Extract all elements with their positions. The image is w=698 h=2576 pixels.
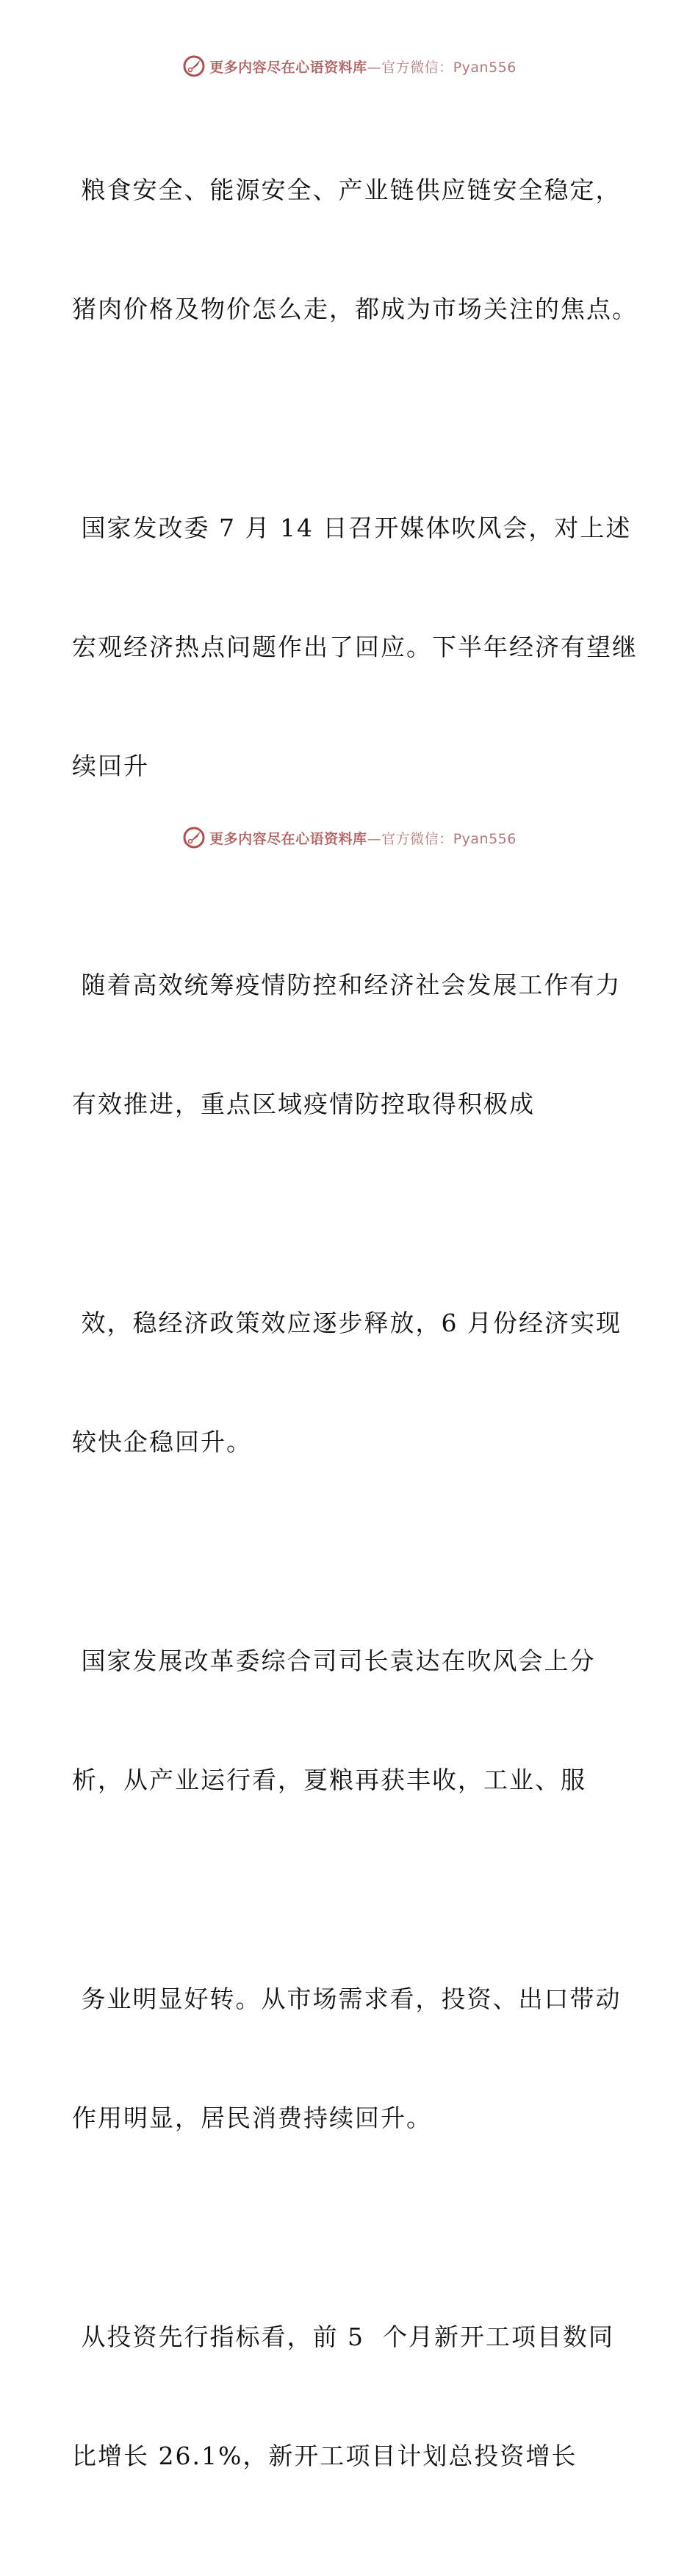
- text-line: 续回升: [72, 752, 149, 780]
- paragraph-2: [72, 429, 638, 866]
- text-line: 务业明显好转。从市场需求看，投资、出口带动: [72, 1985, 622, 2013]
- footer-banner-text: [209, 828, 517, 848]
- document-body: [72, 91, 638, 2576]
- text-line: 猪肉价格及物价怎么走，都成为市场关注的焦点。: [72, 295, 638, 323]
- footer-watermark-banner: [0, 823, 698, 852]
- paragraph-5: [72, 1562, 630, 1879]
- text-line: 有效推进，重点区域疫情防控取得积极成: [72, 1090, 535, 1118]
- text-line: 效，稳经济政策效应逐步释放，6 月份经济实现: [72, 1309, 622, 1337]
- header-banner-wechat-id: Pyan556: [453, 59, 517, 76]
- quill-seal-logo-icon: [181, 54, 206, 79]
- paragraph-7: [72, 2238, 630, 2555]
- header-watermark-banner: [0, 51, 698, 81]
- header-banner-text: [209, 57, 517, 76]
- paragraph-4: [72, 1224, 630, 1541]
- quill-seal-logo-icon: [181, 825, 206, 850]
- text-line: 国家发改委 7 月 14 日召开媒体吹风会，对上述: [72, 514, 632, 542]
- text-line: 国家发展改革委综合司司长袁达在吹风会上分: [72, 1647, 596, 1675]
- text-line: 比增长 26.1%，新开工项目计划总投资增长: [72, 2442, 578, 2470]
- text-line: 粮食安全、能源安全、产业链供应链安全稳定，: [72, 176, 622, 204]
- footer-banner-main: 更多内容尽在心语资料库: [209, 830, 367, 847]
- text-line: 较快企稳回升。: [72, 1428, 252, 1456]
- text-line: 析，从产业运行看，夏粮再获丰收，工业、服: [72, 1766, 586, 1794]
- footer-banner-wechat-id: Pyan556: [453, 830, 517, 847]
- text-line: 随着高效统筹疫情防控和经济社会发展工作有力: [72, 971, 622, 999]
- footer-banner-dash: —: [367, 830, 382, 847]
- header-banner-main: 更多内容尽在心语资料库: [209, 59, 367, 76]
- text-line: 从投资先行指标看，前 5 个月新开工项目数同: [72, 2323, 614, 2351]
- text-line: 作用明显，居民消费持续回升。: [72, 2104, 432, 2132]
- header-banner-dash: —: [367, 59, 382, 76]
- paragraph-6: [72, 1900, 630, 2217]
- header-banner-label: 官方微信：: [381, 59, 453, 76]
- paragraph-3: [72, 886, 630, 1204]
- text-line: 宏观经济热点问题作出了回应。下半年经济有望继: [72, 633, 638, 661]
- paragraph-1: [72, 91, 638, 409]
- footer-banner-label: 官方微信：: [381, 830, 453, 847]
